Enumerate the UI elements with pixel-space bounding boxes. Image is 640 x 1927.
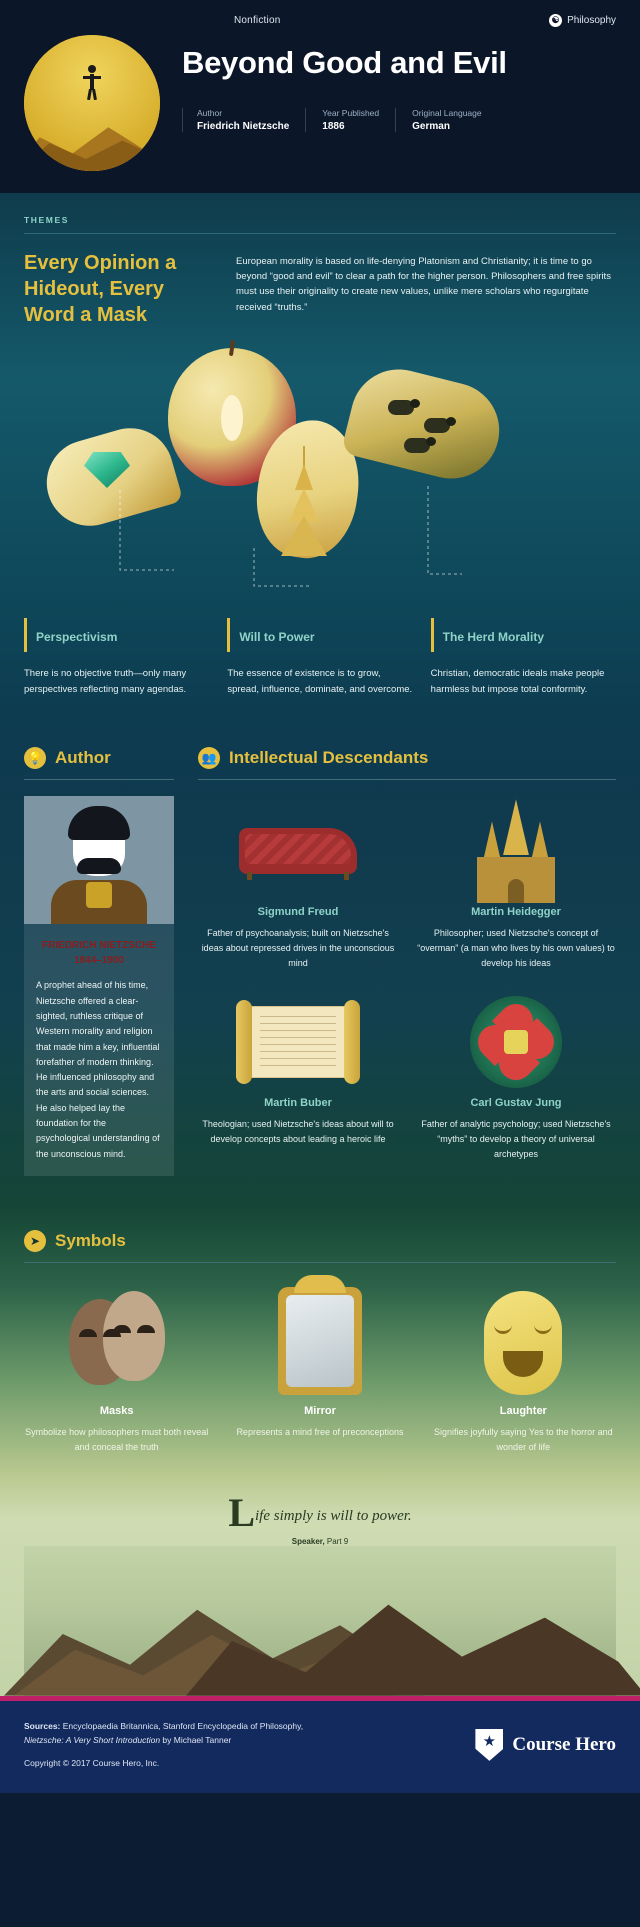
author-section-title: Author xyxy=(55,748,111,768)
sources-tail: by Michael Tanner xyxy=(160,1735,232,1746)
theme-text: Christian, democratic ideals make people harmless but impose total conformity. xyxy=(430,668,605,695)
theme-item-herd-morality xyxy=(431,618,616,697)
descendant-text: Philosopher; used Nietzsche's concept of “overman” (a man who lives by his own values) to develop his ideas xyxy=(417,928,615,969)
meta-language xyxy=(395,108,497,132)
cathedral-icon xyxy=(416,796,616,906)
themes-description: European morality is based on life-denying Platonism and Christianity; it is time to go beyond “good and evil” to clear a path for the higher person. Philosophers and free spirits must use their originality to create new values, unlike mere scholars who regurgitate received “truths.” xyxy=(236,256,611,313)
mandala-icon xyxy=(416,987,616,1097)
page-title: Beyond Good and Evil xyxy=(182,45,507,80)
author-and-descendants-section xyxy=(0,721,640,1206)
symbol-item-laughter xyxy=(431,1279,616,1455)
symbol-text: Represents a mind free of preconceptions xyxy=(236,1426,404,1437)
quote-section xyxy=(0,1475,640,1696)
author-name xyxy=(24,924,174,978)
symbols-section-title: Symbols xyxy=(55,1230,126,1250)
symbols-section xyxy=(0,1206,640,1475)
theme-item-perspectivism xyxy=(24,618,209,697)
symbol-text: Symbolize how philosophers must both reveal and conceal the truth xyxy=(25,1426,209,1452)
descendant-name: Martin Buber xyxy=(264,1096,332,1109)
themes-illustration xyxy=(20,334,620,624)
sources-text: Encyclopaedia Britannica, Stanford Encyclopedia of Philosophy, xyxy=(60,1720,304,1731)
mirror-icon xyxy=(227,1279,412,1395)
book-meta xyxy=(182,108,616,132)
author-portrait xyxy=(24,796,174,924)
category-badge xyxy=(549,14,616,27)
theme-item-will-to-power xyxy=(227,618,412,697)
quote-text-line xyxy=(24,1489,616,1535)
copyright-text: Copyright © 2017 Course Hero, Inc. xyxy=(24,1758,160,1769)
sources-italic-title: Nietzsche: A Very Short Introduction xyxy=(24,1735,161,1746)
compass-icon: ➤ xyxy=(24,1230,46,1252)
theme-name: Will to Power xyxy=(239,630,315,644)
descendant-name: Carl Gustav Jung xyxy=(470,1096,562,1109)
laughter-mask-icon xyxy=(431,1279,616,1395)
meta-author-label: Author xyxy=(197,107,223,118)
genre-label: Nonfiction xyxy=(234,15,281,26)
logo-text: Course Hero xyxy=(512,1733,616,1755)
quote-speaker: Speaker, xyxy=(291,1536,325,1546)
descendant-item-buber xyxy=(198,987,398,1162)
people-icon: 👥 xyxy=(198,747,220,769)
descendant-text: Father of analytic psychology; used Nietzsche's “myths” to develop a theory of universal archetypes xyxy=(421,1118,611,1159)
descendant-name: Martin Heidegger xyxy=(471,906,561,919)
footer xyxy=(0,1701,640,1794)
descendant-text: Theologian; used Nietzsche's ideas about will to develop concepts about leading a heroic life xyxy=(202,1118,394,1144)
lightbulb-icon: 💡 xyxy=(24,747,46,769)
theme-list xyxy=(24,618,616,697)
quote-source xyxy=(24,1537,616,1546)
footer-sources xyxy=(24,1719,303,1772)
course-hero-logo[interactable] xyxy=(475,1729,616,1761)
themes-kicker: THEMES xyxy=(24,215,616,234)
symbol-item-masks xyxy=(24,1279,209,1455)
descendants-section-header xyxy=(198,747,616,780)
descendant-text: Father of psychoanalysis; built on Nietzsche's ideas about repressed drives in the unconscious mind xyxy=(201,928,395,969)
book-cover-illustration xyxy=(24,35,160,171)
descendant-item-heidegger xyxy=(416,796,616,971)
theme-text: The essence of existence is to grow, spread, influence, dominate, and overcome. xyxy=(227,668,413,695)
themes-title: Every Opinion a Hideout, Every Word a Mask xyxy=(24,252,177,326)
masks-icon xyxy=(24,1279,209,1395)
descendants-column xyxy=(198,747,616,1176)
quote-drop-cap: L xyxy=(228,1489,255,1535)
author-card xyxy=(24,796,174,1176)
header-topbar xyxy=(24,14,616,33)
author-name-text: FRIEDRICH NIETZSCHE xyxy=(42,940,156,952)
meta-year-value: 1886 xyxy=(322,120,345,132)
mountain-front xyxy=(186,1566,640,1696)
quote-location: Part 9 xyxy=(324,1536,349,1546)
themes-section xyxy=(0,193,640,721)
author-column xyxy=(24,747,174,1176)
symbol-text: Signifies joyfully saying Yes to the horror and wonder of life xyxy=(434,1426,613,1452)
cover-figure-icon xyxy=(87,65,97,99)
mountains-illustration xyxy=(24,1546,616,1696)
descendant-item-freud xyxy=(198,796,398,971)
meta-author-value: Friedrich Nietzsche xyxy=(197,120,290,132)
scroll-icon xyxy=(198,987,398,1097)
category-label: Philosophy xyxy=(567,15,616,26)
symbol-item-mirror xyxy=(227,1279,412,1455)
symbol-name: Laughter xyxy=(499,1404,547,1417)
descendant-item-jung xyxy=(416,987,616,1162)
theme-name: The Herd Morality xyxy=(442,630,545,644)
meta-year-label: Year Published xyxy=(322,107,380,118)
couch-icon xyxy=(198,796,398,906)
symbol-name: Mirror xyxy=(304,1404,336,1417)
meta-author xyxy=(182,108,305,132)
symbols-grid xyxy=(24,1279,616,1455)
shield-star-icon xyxy=(475,1729,503,1761)
author-section-header xyxy=(24,747,174,780)
symbols-section-header xyxy=(24,1230,616,1263)
meta-language-label: Original Language xyxy=(412,107,482,118)
meta-year xyxy=(305,108,395,132)
theme-connector-lines xyxy=(20,334,620,624)
quote-text: ife simply is will to power. xyxy=(255,1507,412,1524)
symbol-name: Masks xyxy=(99,1404,134,1417)
philosophy-icon: ☯ xyxy=(549,14,562,27)
theme-text: There is no objective truth—only many perspectives reflecting many agendas. xyxy=(24,668,187,695)
theme-name: Perspectivism xyxy=(36,630,118,644)
author-bio: A prophet ahead of his time, Nietzsche offered a clear-sighted, ruthless critique of Western morality and religion that made him a key, influential forefather of modern thinking. He influenced philosophy and the arts and social sciences. He also helped lay the foundation for the psychological understanding of the unconscious mind. xyxy=(36,980,160,1159)
author-dates: 1844–1900 xyxy=(73,955,125,967)
descendants-section-title: Intellectual Descendants xyxy=(229,748,429,768)
descendant-name: Sigmund Freud xyxy=(257,906,339,919)
descendants-grid xyxy=(198,796,616,1161)
sources-label: Sources: xyxy=(24,1720,61,1731)
meta-language-value: German xyxy=(412,120,450,132)
header xyxy=(0,0,640,193)
